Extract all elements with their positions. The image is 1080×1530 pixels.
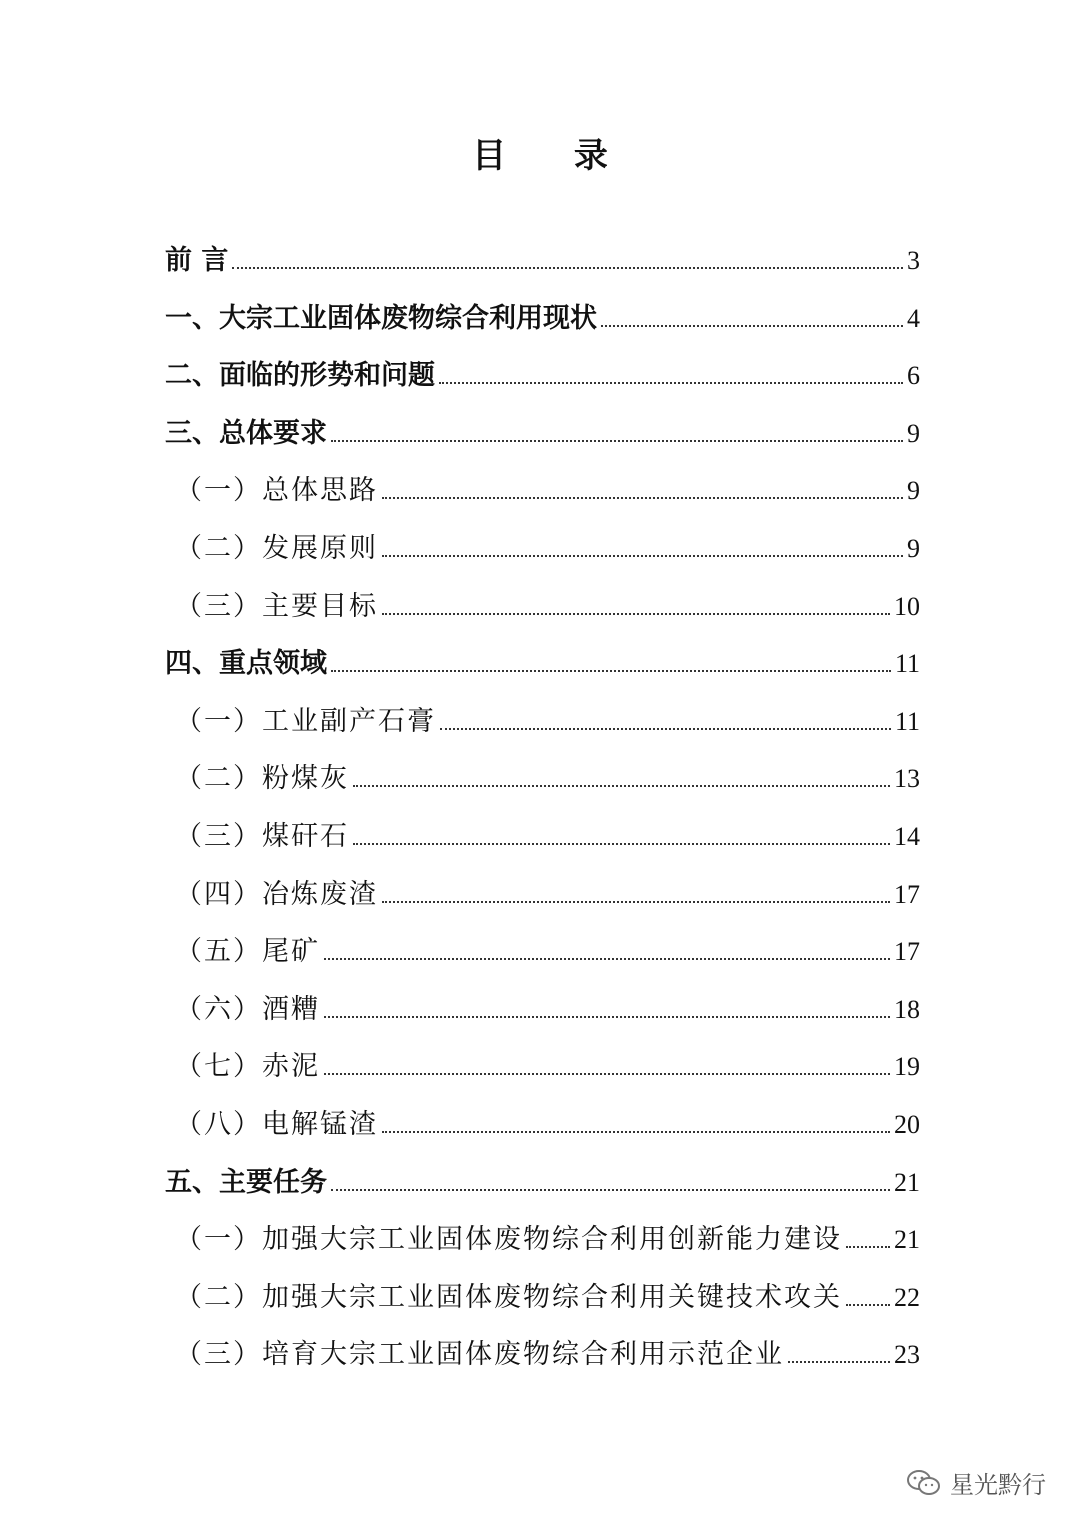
toc-entry[interactable] [165,981,920,1039]
toc-entry[interactable] [165,923,920,981]
toc-entry-label: （一）总体思路 [175,475,378,507]
toc-entry-page: 17 [894,937,920,967]
toc-entry-page: 20 [894,1109,920,1139]
toc-entry[interactable] [165,1154,920,1212]
toc-entry-label: （一）工业副产石膏 [175,705,436,737]
toc-entry-page: 11 [894,706,920,736]
dot-leader [846,1303,890,1306]
dot-leader [601,324,903,327]
toc-entry[interactable] [165,347,920,405]
toc-entry-label: （二）加强大宗工业固体废物综合利用关键技术攻关 [175,1281,842,1313]
toc-entry[interactable] [165,462,920,520]
toc-entry[interactable] [165,232,920,290]
dot-leader [353,784,890,787]
toc-entry-label: （三）煤矸石 [175,820,349,852]
toc-entry-page: 9 [907,533,920,563]
dot-leader [232,266,903,269]
toc-entry-page: 17 [894,879,920,909]
toc-entry[interactable] [165,520,920,578]
toc-entry[interactable] [165,578,920,636]
dot-leader [353,842,890,845]
dot-leader [382,900,890,903]
toc-entry[interactable] [165,693,920,751]
toc-entry-label: 四、重点领域 [165,648,327,680]
toc-entry-label: 五、主要任务 [165,1166,327,1198]
dot-leader [382,1130,890,1133]
dot-leader [324,957,890,960]
page-title: 目 录 [472,136,636,176]
toc-entry-label: （三）培育大宗工业固体废物综合利用示范企业 [175,1339,784,1371]
toc-entry[interactable] [165,1211,920,1269]
dot-leader [382,612,890,615]
toc-entry[interactable] [165,866,920,924]
toc-entry-label: 二、面临的形势和问题 [165,360,435,392]
toc-entry-page: 10 [894,591,920,621]
toc-entry-page: 9 [907,418,920,448]
toc-entry-label: （一）加强大宗工业固体废物综合利用创新能力建设 [175,1224,842,1256]
toc-entry-page: 11 [894,649,920,679]
toc-entry[interactable] [165,1269,920,1327]
toc-entry-label: （六）酒糟 [175,993,320,1025]
toc-entry-page: 6 [907,361,920,391]
toc-entry-label: 前 言 [165,245,229,276]
watermark-text: 星光黔行 [950,1471,1046,1499]
toc-entry-label: （二）粉煤灰 [175,763,349,795]
toc-entry[interactable] [165,1326,920,1384]
toc-entry[interactable] [165,1096,920,1154]
toc-entry-page: 18 [894,994,920,1024]
dot-leader [331,1188,890,1191]
dot-leader [331,439,903,442]
dot-leader [846,1245,890,1248]
dot-leader [324,1072,890,1075]
toc-entry-page: 19 [894,1052,920,1082]
toc-entry-label: 三、总体要求 [165,417,327,449]
table-of-contents [165,232,920,1384]
toc-entry-page: 13 [894,764,920,794]
toc-entry-label: （七）赤泥 [175,1051,320,1083]
toc-entry-page: 23 [894,1340,920,1370]
toc-entry-page: 3 [907,246,920,275]
toc-entry-label: （八）电解锰渣 [175,1108,378,1140]
toc-entry[interactable] [165,808,920,866]
watermark [906,1465,1046,1500]
toc-entry[interactable] [165,290,920,348]
dot-leader [382,496,903,499]
toc-entry-page: 14 [894,821,920,851]
dot-leader [440,727,891,730]
toc-entry-label: （五）尾矿 [175,936,320,968]
toc-entry-label: 一、大宗工业固体废物综合利用现状 [165,302,597,334]
toc-entry-page: 21 [894,1167,920,1197]
toc-entry-label: （四）冶炼废渣 [175,878,378,910]
toc-entry-label: （三）主要目标 [175,590,378,622]
toc-entry[interactable] [165,1038,920,1096]
toc-entry-page: 21 [894,1225,920,1255]
dot-leader [382,554,903,557]
dot-leader [788,1360,890,1363]
toc-entry-label: （二）发展原则 [175,532,378,564]
wechat-icon [906,1468,942,1498]
dot-leader [324,1015,890,1018]
toc-entry[interactable] [165,750,920,808]
toc-entry-page: 22 [894,1282,920,1312]
toc-entry-page: 9 [907,476,920,506]
dot-leader [439,381,903,384]
toc-entry[interactable] [165,405,920,463]
toc-entry-page: 4 [907,303,920,333]
toc-entry[interactable] [165,635,920,693]
dot-leader [331,669,891,672]
